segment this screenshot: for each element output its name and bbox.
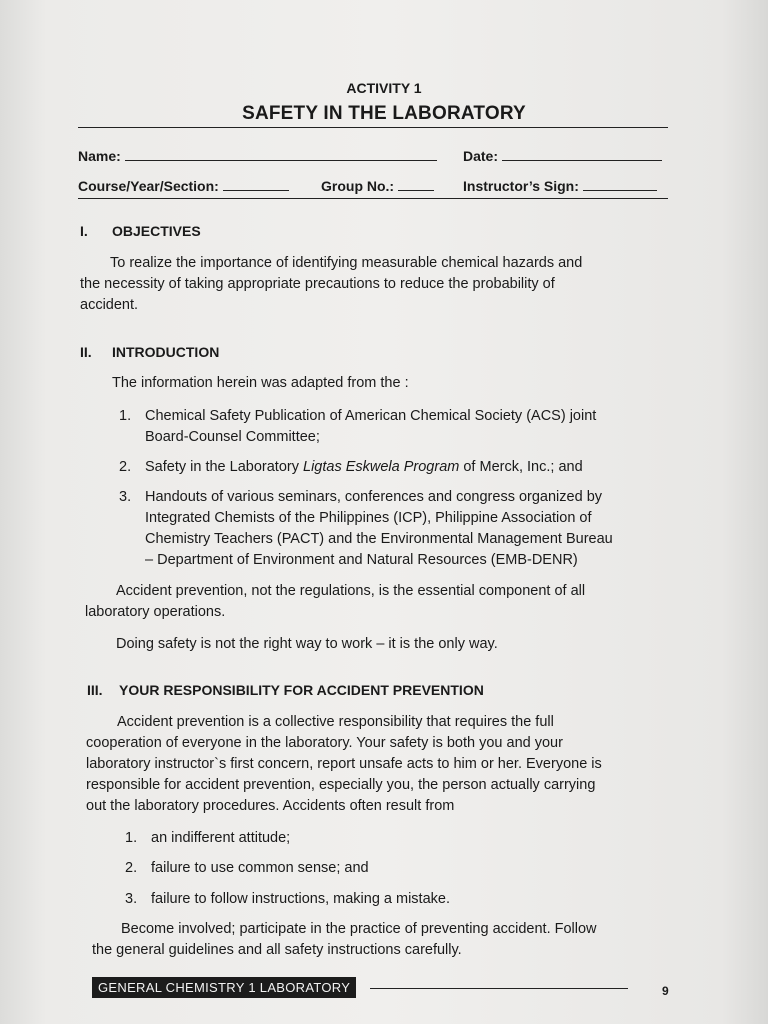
closing-paragraph: Become involved; participate in the practice of preventing accident. Follow the general guidelines and all safety instructions carefully. bbox=[92, 921, 597, 958]
course-row bbox=[78, 178, 289, 194]
introduction-paragraph-1: Accident prevention, not the regulations, is the essential component of all laboratory operations. bbox=[85, 583, 586, 620]
instructor-blank[interactable] bbox=[583, 178, 657, 191]
group-row bbox=[321, 178, 434, 194]
title-rule bbox=[78, 127, 668, 128]
course-label: Course/Year/Section: bbox=[78, 178, 219, 194]
document-page: ACTIVITY 1 SAFETY IN THE LABORATORY Name: Date: Course/Year/Section: Group No.: Instructor’s Sign: I. OBJECTIVES To realize the importance of identifying measurable chemical hazards and the necessity of taking appropriate precautions to reduce the probability of accident. II. INTRODUCTION The information herein was adapted from the : 1. Chemical Safety Publication of American Chemical Society (ACS) joint Board-Counsel Committee; 2. Safety in the Laboratory Ligtas Eskwela Program of Merck, Inc.; and 3. Handouts of various seminars, conferences and congress organized by Integrated Chemists of the Philippines (ICP), Philippine Association of Chemistry Teachers (PACT) and the Environmental Management Bureau – Department of Environment and Natural Resources (EMB-DENR) Accident prevention, not the regulations, is the essential component of all laboratory operations. Doing safety is not the right way to work – it is the only way. III. YOUR RESPONSIBILITY FOR ACCIDENT PREVENTION Accident prevention is a collective responsibility that requires the full cooperation of everyone in the laboratory. Your safety is both you and your laboratory instructor`s first concern, report unsafe acts to him or her. Everyone is responsible for accident prevention, especially you, the person actually carrying out the laboratory procedures. Accidents often result from 1. an indifferent attitude; 2. failure to use common sense; and 3. failure to follow instructions, making a mistake. Become involved; participate in the practice of preventing accident. Follow the general guidelines and all safety instructions carefully. GENERAL CHEMISTRY 1 LABORATORY 9 bbox=[0, 0, 768, 1024]
date-row bbox=[463, 148, 662, 164]
form-rule bbox=[78, 198, 668, 199]
date-label: Date: bbox=[463, 148, 499, 164]
responsibility-paragraph: Accident prevention is a collective responsibility that requires the full cooperation of everyone in the laboratory. Your safety is both you and your laboratory instructor`s first concern, report unsafe acts to him or her. Everyone is responsible for accident prevention, especially you, the person actually carrying out the laboratory procedures. Accidents often result from bbox=[86, 714, 602, 814]
footer-course-label: GENERAL CHEMISTRY 1 LABORATORY bbox=[92, 977, 356, 998]
name-row bbox=[78, 148, 437, 164]
name-blank[interactable] bbox=[125, 148, 437, 161]
objectives-paragraph: To realize the importance of identifying measurable chemical hazards and the necessity of taking appropriate precautions to reduce the probability of accident. bbox=[80, 255, 583, 313]
objectives-heading: I. OBJECTIVES bbox=[80, 223, 201, 239]
date-blank[interactable] bbox=[502, 148, 662, 161]
course-blank[interactable] bbox=[223, 178, 289, 191]
responsibility-heading: III. YOUR RESPONSIBILITY FOR ACCIDENT PREVENTION bbox=[87, 682, 484, 698]
activity-label: ACTIVITY 1 bbox=[346, 80, 422, 96]
footer-rule bbox=[370, 988, 628, 989]
name-label: Name: bbox=[78, 148, 121, 164]
instructor-label: Instructor’s Sign: bbox=[463, 178, 579, 194]
page-number: 9 bbox=[662, 984, 669, 998]
introduction-paragraph-2: Doing safety is not the right way to work – it is the only way. bbox=[116, 636, 498, 652]
group-label: Group No.: bbox=[321, 178, 395, 194]
instructor-row bbox=[463, 178, 657, 194]
page-title: SAFETY IN THE LABORATORY bbox=[242, 103, 526, 124]
group-blank[interactable] bbox=[398, 178, 434, 191]
introduction-lead: The information herein was adapted from the : bbox=[112, 375, 409, 391]
introduction-heading: II. INTRODUCTION bbox=[80, 344, 220, 360]
